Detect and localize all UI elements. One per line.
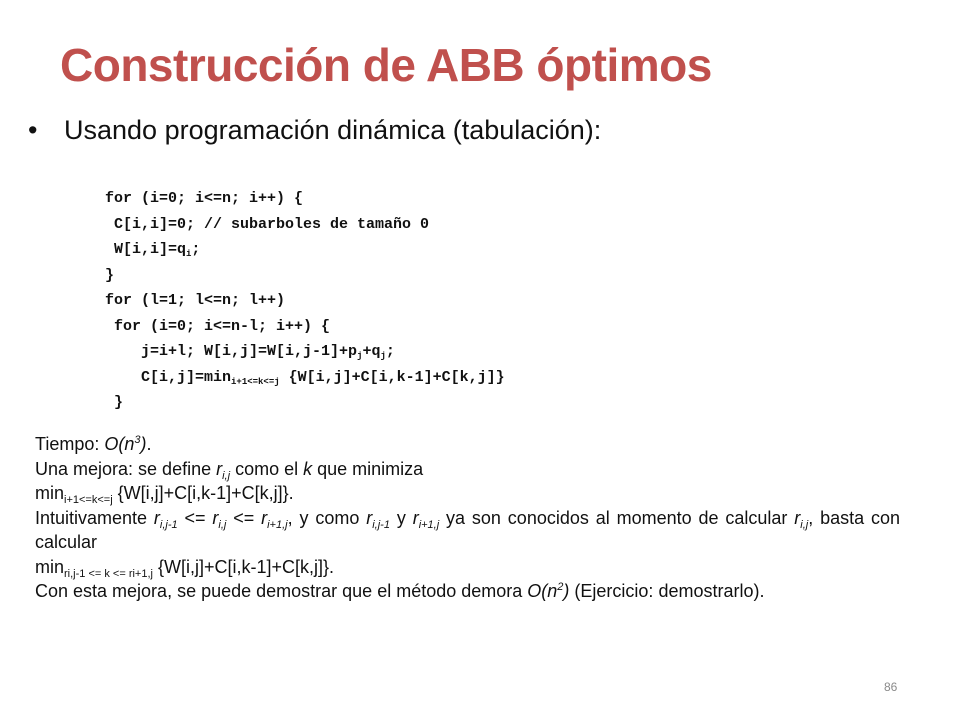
text-run: )	[140, 434, 147, 454]
text-run: j=i+l; W[i,j]=W[i,j-1]+p	[105, 343, 358, 360]
text-run: }	[105, 394, 124, 411]
text-run: , basta con calcular	[35, 507, 900, 552]
text-run: r	[794, 507, 801, 528]
code-line	[105, 314, 505, 340]
subscript: i	[186, 249, 192, 259]
code-line	[105, 365, 505, 391]
text-run: y	[389, 507, 413, 528]
text-run: que minimiza	[312, 458, 424, 479]
text-run: O(n	[527, 581, 558, 601]
subscript: i,j-1	[159, 518, 178, 531]
bullet-text: Usando programación dinámica (tabulación):	[64, 115, 602, 145]
code-line	[105, 186, 505, 212]
text-run: )	[563, 581, 570, 601]
text-run: {W[i,j]+C[i,k-1]+C[k,j]}.	[152, 556, 335, 577]
explanation-paragraph	[35, 481, 900, 506]
subscript: i,j	[218, 518, 227, 531]
code-block	[105, 186, 505, 416]
page-number: 86	[884, 680, 898, 694]
explanation-paragraph	[35, 506, 900, 555]
text-run: ya son conocidos al momento de calcular	[439, 507, 795, 528]
text-run: {W[i,j]+C[i,k-1]+C[k,j]}	[279, 368, 505, 386]
code-line	[105, 212, 505, 238]
superscript: 2	[557, 581, 564, 593]
explanation-paragraph	[35, 432, 900, 457]
text-run: Con esta mejora, se puede demostrar que el método demora	[35, 581, 528, 601]
text-run: r	[261, 507, 268, 528]
text-run: Intuitivamente	[35, 507, 154, 528]
text-run: <=	[177, 507, 213, 528]
text-run: C[i,j]=min	[105, 368, 232, 386]
subscript: i+1,j	[418, 518, 440, 531]
code-line	[105, 390, 505, 416]
text-run: <=	[226, 507, 262, 528]
text-run: r	[212, 507, 219, 528]
code-line	[105, 237, 505, 263]
text-run: r	[153, 507, 160, 528]
subscript: j	[357, 351, 363, 361]
text-run: k	[303, 458, 313, 479]
text-run: for (l=1; l<=n; l++)	[105, 292, 286, 309]
text-run: for (i=0; i<=n; i++) {	[105, 190, 304, 207]
text-run: r	[216, 458, 223, 479]
subscript: j	[380, 351, 386, 361]
subscript: ri,j-1 <= k <= ri+1,j	[64, 567, 153, 580]
slide-title: Construcción de ABB óptimos	[60, 39, 712, 91]
subscript: i+1<=k<=j	[231, 376, 280, 387]
subscript: i,j	[800, 518, 809, 531]
bullet-dot-icon: •	[28, 115, 38, 145]
code-line	[105, 263, 505, 289]
superscript: 3	[134, 434, 141, 446]
text-run: {W[i,j]+C[i,k-1]+C[k,j]}.	[112, 483, 294, 503]
text-run: min	[35, 483, 65, 503]
code-line	[105, 288, 505, 314]
text-run: , y como	[287, 507, 367, 528]
text-run: como el	[230, 458, 304, 479]
subscript: i,j	[222, 469, 231, 482]
text-run: O(n	[104, 434, 135, 454]
text-run: min	[35, 556, 65, 577]
subscript: i+1,j	[267, 518, 288, 531]
text-run: .	[146, 434, 152, 454]
text-run: C[i,i]=0; // subarboles de tamaño 0	[105, 215, 430, 233]
text-run: (Ejercicio: demostrarlo).	[569, 581, 765, 601]
explanation-paragraph	[35, 457, 900, 482]
explanation-text	[35, 432, 900, 604]
text-run: }	[105, 266, 115, 284]
explanation-paragraph	[35, 555, 900, 580]
subscript: i,j-1	[372, 518, 390, 531]
explanation-paragraph	[35, 579, 900, 604]
text-run: r	[366, 507, 373, 528]
text-run: Una mejora: se define	[35, 458, 217, 479]
text-run: ;	[191, 241, 201, 258]
text-run: W[i,i]=q	[105, 241, 187, 258]
text-run: r	[412, 507, 419, 528]
text-run: for (i=0; i<=n-l; i++) {	[105, 317, 331, 335]
text-run: Tiempo:	[35, 434, 105, 454]
text-run: +q	[362, 343, 381, 360]
text-run: ;	[385, 343, 395, 360]
code-line	[105, 339, 505, 365]
subscript: i+1<=k<=j	[64, 494, 113, 506]
